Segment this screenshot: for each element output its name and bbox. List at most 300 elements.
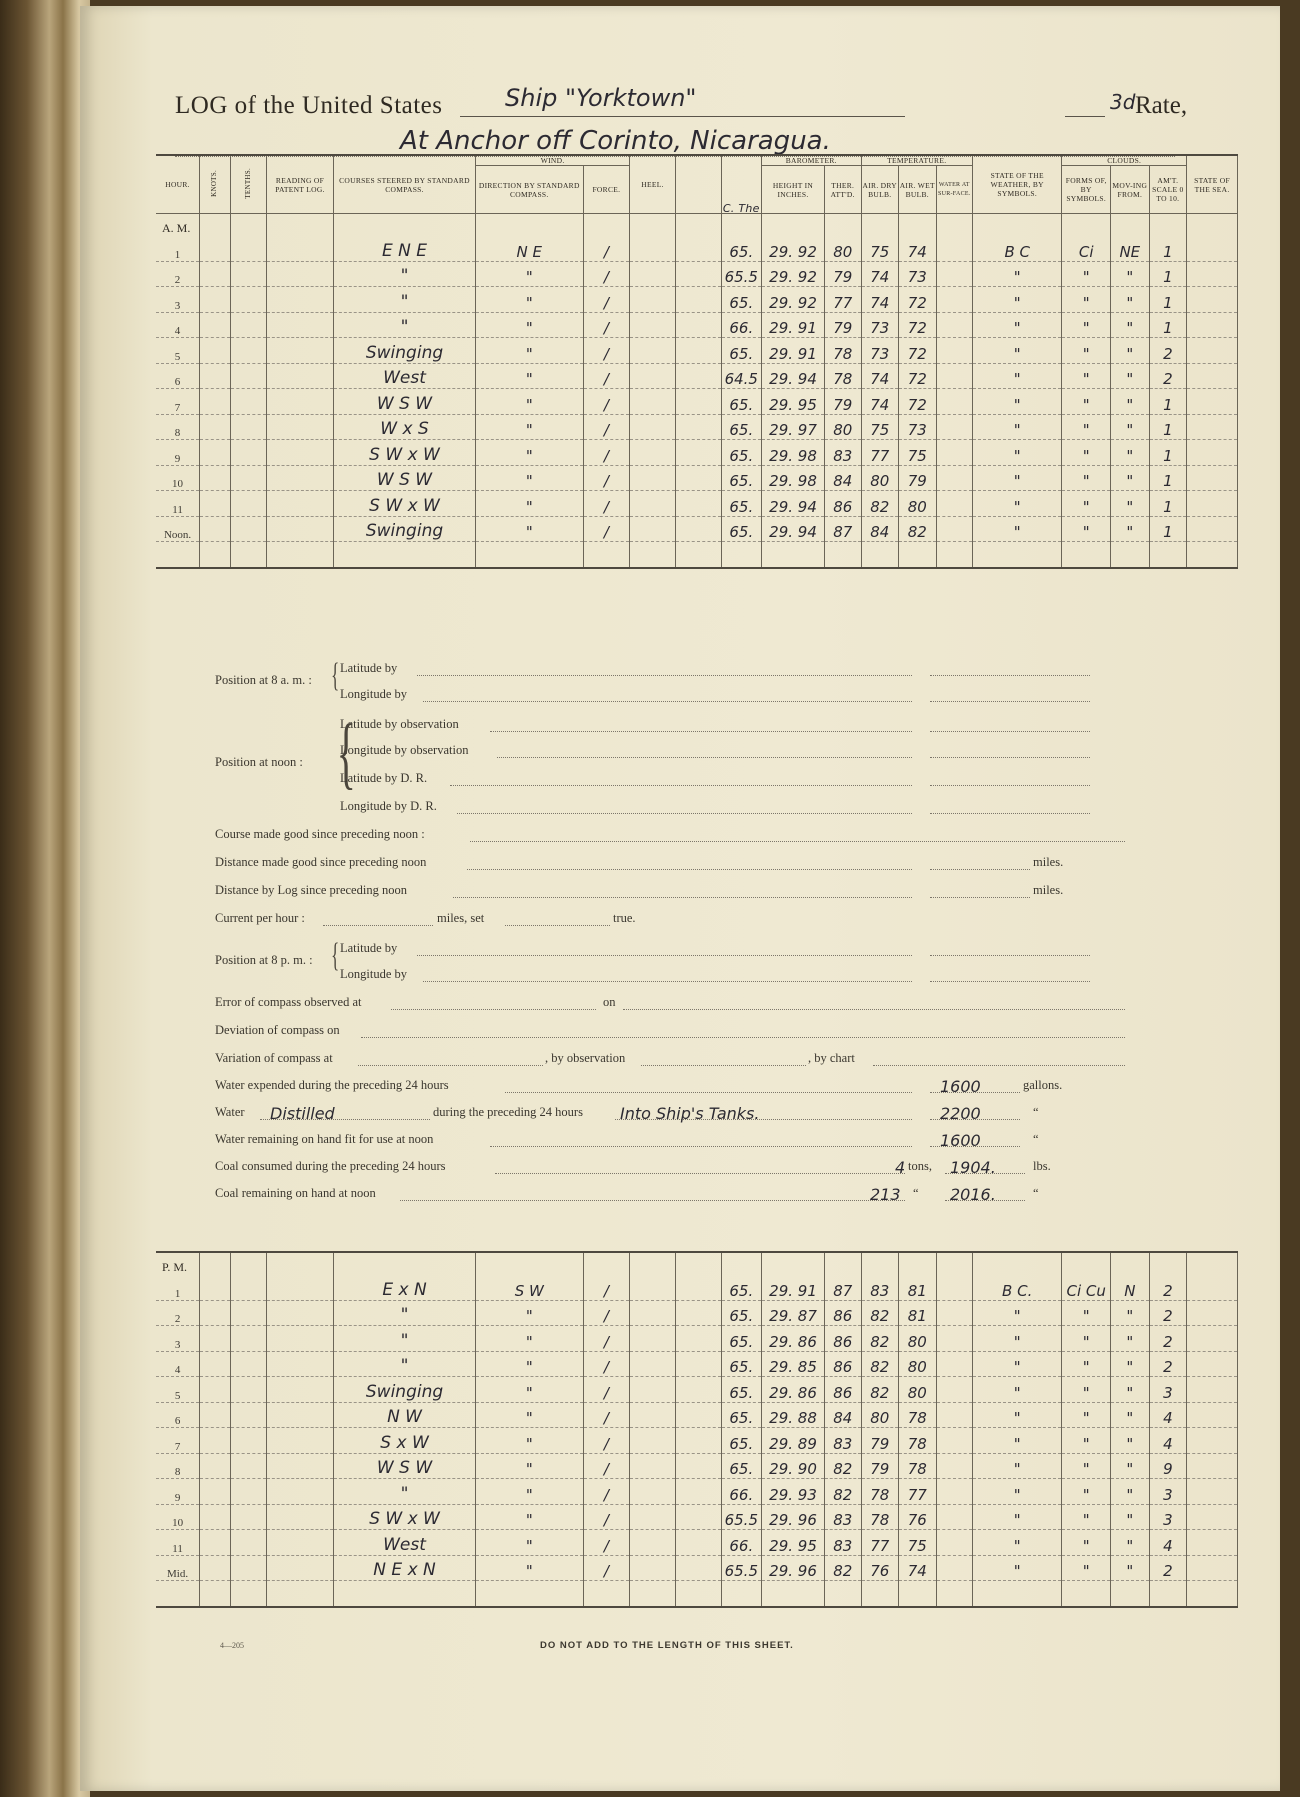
cell-c: 65. bbox=[721, 338, 762, 364]
cell-height: 29. 94 bbox=[762, 491, 825, 517]
cell-hour: 8 bbox=[156, 414, 200, 440]
cell-height: 29. 94 bbox=[762, 516, 825, 542]
pos-noon-lat-dr: Latitude by D. R. bbox=[340, 771, 428, 785]
col-temperature: TEMPERATURE. bbox=[861, 155, 973, 166]
log-title-line bbox=[175, 84, 1188, 124]
col-air-dry: AIR. DRY BULB. bbox=[861, 166, 899, 214]
col-patent-log: READING OF PATENT LOG. bbox=[267, 155, 334, 214]
cell-dir: " bbox=[476, 1504, 584, 1530]
cell-moving: " bbox=[1111, 1479, 1150, 1505]
form-code: 4—205 bbox=[220, 1641, 244, 1650]
cell-force: / bbox=[583, 1504, 630, 1530]
water-into: Into Ship's Tanks. bbox=[620, 1104, 760, 1123]
cell-height: 29. 93 bbox=[762, 1479, 825, 1505]
cell-ther: 78 bbox=[824, 363, 861, 389]
cell-course: W S W bbox=[334, 465, 476, 491]
cell-amt: 2 bbox=[1149, 1300, 1187, 1326]
cell-c: 65. bbox=[721, 440, 762, 466]
pm-log-table bbox=[156, 1251, 1238, 1608]
cell-wet: 75 bbox=[899, 440, 937, 466]
water-remaining-label: Water remaining on hand fit for use at noon bbox=[215, 1132, 434, 1146]
variation-compass: Variation of compass at bbox=[215, 1051, 333, 1065]
cell-moving: " bbox=[1111, 261, 1150, 287]
ditto-4: “ bbox=[1033, 1186, 1039, 1200]
cell-dry: 82 bbox=[861, 1351, 899, 1377]
cell-dry: 82 bbox=[861, 491, 899, 517]
ditto-2: “ bbox=[1033, 1132, 1039, 1146]
on-label: on bbox=[603, 995, 616, 1009]
cell-weather: " bbox=[973, 1428, 1062, 1454]
by-observation: , by observation bbox=[545, 1051, 626, 1065]
pos-noon-lat-obs: Latitude by observation bbox=[340, 717, 459, 731]
cell-ther: 77 bbox=[824, 287, 861, 313]
cell-height: 29. 86 bbox=[762, 1326, 825, 1352]
cell-moving: " bbox=[1111, 1300, 1150, 1326]
col-tenths: TENTHS. bbox=[230, 155, 267, 214]
cell-height: 29. 95 bbox=[762, 1530, 825, 1556]
log-row bbox=[156, 1479, 1238, 1505]
cell-forms: " bbox=[1062, 440, 1111, 466]
cell-dir: " bbox=[476, 338, 584, 364]
cell-ther: 82 bbox=[824, 1453, 861, 1479]
cell-moving: " bbox=[1111, 465, 1150, 491]
cell-c: 65. bbox=[721, 1300, 762, 1326]
cell-force: / bbox=[583, 338, 630, 364]
cell-course: W S W bbox=[334, 1453, 476, 1479]
log-row bbox=[156, 1453, 1238, 1479]
pos-8am-lat: Latitude by bbox=[340, 661, 398, 675]
pos-8pm-label: Position at 8 p. m. : bbox=[215, 953, 313, 967]
cell-height: 29. 85 bbox=[762, 1351, 825, 1377]
miles-label-1: miles. bbox=[1033, 855, 1064, 869]
col-moving: MOV-ING FROM. bbox=[1111, 166, 1150, 214]
log-row bbox=[156, 236, 1238, 261]
cell-dir: " bbox=[476, 287, 584, 313]
cell-weather: " bbox=[973, 516, 1062, 542]
cell-weather: " bbox=[973, 389, 1062, 415]
cell-height: 29. 91 bbox=[762, 1275, 825, 1300]
cell-dry: 75 bbox=[861, 236, 899, 261]
ship-rate: 3d bbox=[1110, 90, 1136, 114]
gallons-label: gallons. bbox=[1023, 1078, 1063, 1092]
cell-ther: 86 bbox=[824, 1326, 861, 1352]
cell-c: 64.5 bbox=[721, 363, 762, 389]
cell-hour: 6 bbox=[156, 1402, 200, 1428]
cell-ther: 87 bbox=[824, 1275, 861, 1300]
cell-course: Swinging bbox=[334, 338, 476, 364]
cell-moving: " bbox=[1111, 1555, 1150, 1581]
coal-remaining-lbs: 2016. bbox=[950, 1185, 996, 1204]
distance-by-log: Distance by Log since preceding noon bbox=[215, 883, 407, 897]
cell-moving: " bbox=[1111, 440, 1150, 466]
cell-hour: 11 bbox=[156, 491, 200, 517]
cell-weather: " bbox=[973, 1402, 1062, 1428]
cell-dir: " bbox=[476, 1377, 584, 1403]
cell-hour: 9 bbox=[156, 440, 200, 466]
cell-dry: 78 bbox=[861, 1504, 899, 1530]
cell-amt: 1 bbox=[1149, 236, 1187, 261]
cell-force: / bbox=[583, 516, 630, 542]
cell-amt: 2 bbox=[1149, 1275, 1187, 1300]
log-page: LOG of the United States Ship "Yorktown" 3d Rate, At Anchor off Corinto, Nicaragua. HOUR. KNOTS. TENTHS. READING OF PATENT LOG. COURSES STEERED BY STANDARD COMPASS. WIND. HEEL. C. The BAROMETER. TEMPERATURE. STATE OF THE WEATHER, BY SYMBOLS. CLOUDS. STATE OF THE SEA. DIRECTION BY STANDARD COMPASS. FORCE. HEIGHT IN INCHES. THER. ATT'D. AIR. DRY BULB. AIR. WET BULB. WATER AT SUR-FACE. FORMS OF, BY SYMBOLS. MOV-ING FROM. AM'T. SCALE 0 TO 10. A. M. 1 E N E N E / 65. 29. 92 80 75 74 B C Ci NE 1 2 " " / 65.5 29. 92 79 74 73 " " " 1 3 " " / 65. 29. 92 77 74 72 " " " 1 4 " " / 66. 29. 91 79 73 72 " " " 1 5 Swinging " / 65. 29. 91 78 73 72 " " " 2 6 West " / 64.5 29. 94 78 74 72 " " " 2 7 W S W " / 65. 29. 95 79 74 72 " " " 1 8 W x S " / 65. 29. 97 80 75 73 " " " 1 9 S W x W " / 65. 29. 98 83 77 75 " " " 1 10 W S W " / 65. 29. 98 84 80 79 " " " 1 11 S W x W " / 65. 29. 94 86 82 80 " " " 1 Noon. Swinging " / 65. 29. 94 87 84 82 " " " 1 Position at 8 a. m. : { Latitude by Longitude by Latitude by observation Position at noon : { Longitude by observation Latitude by D. R. Longitude by D. R. Course made good since preceding noon : Distance made good since preceding noon miles. Distance by Log since preceding noon miles. Current per hour : miles, set true. { Latitude by Position at 8 p. m. : Longitude by Error of compass observed at on Deviation of compass on Variation of compass at , by observation , by chart Water expended during the preceding 24 hours 1600 gallons. Water Distilled during the preceding 24 hours Into Ship's Tanks. 2200 “ Water remaining on hand fit for use at noon 1600 “ Coal consumed during the preceding 24 hours 4 tons, 1904. lbs. Coal remaining on hand at noon 213 “ 2016. “ P. M. 1 E x N S W / 65. 29. 91 87 83 81 B C. Ci Cu N 2 2 " " / 65. 29. 87 86 82 81 " " " 2 3 " " / 65. 29. 86 86 82 80 " " " 2 4 " " / 65. 29. 85 86 82 80 " " " 2 5 Swinging " / 65. 29. 86 86 82 80 " " " 3 6 N W " / 65. 29. 88 84 80 78 " " " 4 7 S x W " / 65. 29. 89 83 79 78 " " " 4 8 W S W " / 65. 29. 90 82 79 78 " " " 9 9 " " / 66. 29. 93 82 78 77 " " " 3 10 S W x W " / 65.5 29. 96 83 78 76 " " " 3 11 West " / 66. 29. 95 83 77 75 " " " 4 Mid. N E x N " / 65.5 29. 96 82 76 74 " " " 2 4—205 DO NOT ADD TO THE LENGTH OF THIS SHEET. bbox=[80, 6, 1280, 1791]
log-row bbox=[156, 1377, 1238, 1403]
course-made-good: Course made good since preceding noon : bbox=[215, 827, 425, 841]
cell-forms: " bbox=[1062, 261, 1111, 287]
cell-forms: " bbox=[1062, 338, 1111, 364]
cell-course: W S W bbox=[334, 389, 476, 415]
log-row bbox=[156, 440, 1238, 466]
cell-c: 66. bbox=[721, 312, 762, 338]
col-courses: COURSES STEERED BY STANDARD COMPASS. bbox=[334, 155, 476, 214]
log-row bbox=[156, 363, 1238, 389]
cell-ther: 84 bbox=[824, 465, 861, 491]
cell-hour: 10 bbox=[156, 1504, 200, 1530]
log-row bbox=[156, 261, 1238, 287]
cell-dry: 82 bbox=[861, 1326, 899, 1352]
cell-forms: " bbox=[1062, 312, 1111, 338]
cell-force: / bbox=[583, 440, 630, 466]
cell-height: 29. 96 bbox=[762, 1555, 825, 1581]
cell-course: E N E bbox=[334, 236, 476, 261]
cell-moving: NE bbox=[1111, 236, 1150, 261]
cell-weather: " bbox=[973, 338, 1062, 364]
cell-dry: 82 bbox=[861, 1377, 899, 1403]
cell-hour: Mid. bbox=[156, 1555, 200, 1581]
cell-weather: " bbox=[973, 1300, 1062, 1326]
log-row bbox=[156, 1326, 1238, 1352]
cell-wet: 74 bbox=[899, 236, 937, 261]
cell-force: / bbox=[583, 287, 630, 313]
cell-wet: 72 bbox=[899, 312, 937, 338]
cell-hour: Noon. bbox=[156, 516, 200, 542]
cell-moving: N bbox=[1111, 1275, 1150, 1300]
cell-height: 29. 94 bbox=[762, 363, 825, 389]
col-wind-force: FORCE. bbox=[583, 166, 630, 214]
cell-dir: " bbox=[476, 465, 584, 491]
cell-weather: " bbox=[973, 491, 1062, 517]
cell-wet: 72 bbox=[899, 389, 937, 415]
cell-forms: " bbox=[1062, 516, 1111, 542]
cell-height: 29. 97 bbox=[762, 414, 825, 440]
cell-height: 29. 98 bbox=[762, 440, 825, 466]
cell-course: West bbox=[334, 1530, 476, 1556]
water-during: during the preceding 24 hours bbox=[433, 1105, 583, 1119]
pm-label: P. M. bbox=[156, 1252, 200, 1275]
cell-moving: " bbox=[1111, 287, 1150, 313]
cell-moving: " bbox=[1111, 1453, 1150, 1479]
cell-forms: " bbox=[1062, 1504, 1111, 1530]
error-compass: Error of compass observed at bbox=[215, 995, 362, 1009]
water-expended-label: Water expended during the preceding 24 hours bbox=[215, 1078, 449, 1092]
cell-wet: 72 bbox=[899, 363, 937, 389]
cell-dry: 80 bbox=[861, 465, 899, 491]
cell-amt: 1 bbox=[1149, 389, 1187, 415]
log-row bbox=[156, 1300, 1238, 1326]
cell-dry: 74 bbox=[861, 389, 899, 415]
cell-force: / bbox=[583, 414, 630, 440]
cell-amt: 1 bbox=[1149, 516, 1187, 542]
cell-hour: 2 bbox=[156, 261, 200, 287]
cell-forms: " bbox=[1062, 1453, 1111, 1479]
log-row bbox=[156, 338, 1238, 364]
cell-moving: " bbox=[1111, 1351, 1150, 1377]
cell-force: / bbox=[583, 389, 630, 415]
col-amount: AM'T. SCALE 0 TO 10. bbox=[1149, 166, 1187, 214]
cell-dry: 84 bbox=[861, 516, 899, 542]
log-row bbox=[156, 465, 1238, 491]
cell-weather: " bbox=[973, 363, 1062, 389]
cell-weather: " bbox=[973, 465, 1062, 491]
log-row bbox=[156, 1428, 1238, 1454]
cell-hour: 1 bbox=[156, 1275, 200, 1300]
cell-amt: 1 bbox=[1149, 465, 1187, 491]
cell-forms: " bbox=[1062, 1326, 1111, 1352]
cell-hour: 3 bbox=[156, 287, 200, 313]
cell-dry: 79 bbox=[861, 1428, 899, 1454]
cell-forms: " bbox=[1062, 1300, 1111, 1326]
cell-c: 65. bbox=[721, 1275, 762, 1300]
cell-dry: 77 bbox=[861, 440, 899, 466]
cell-dry: 77 bbox=[861, 1530, 899, 1556]
cell-height: 29. 98 bbox=[762, 465, 825, 491]
cell-moving: " bbox=[1111, 1530, 1150, 1556]
col-hour: HOUR. bbox=[156, 155, 200, 214]
ship-name: Ship "Yorktown" bbox=[505, 84, 697, 112]
cell-weather: " bbox=[973, 1504, 1062, 1530]
cell-amt: 2 bbox=[1149, 1326, 1187, 1352]
cell-dry: 80 bbox=[861, 1402, 899, 1428]
coal-consumed-lbs: 1904. bbox=[950, 1158, 996, 1177]
current-per-hour: Current per hour : bbox=[215, 911, 305, 925]
cell-dry: 74 bbox=[861, 363, 899, 389]
cell-wet: 81 bbox=[899, 1300, 937, 1326]
cell-dir: " bbox=[476, 312, 584, 338]
cell-wet: 72 bbox=[899, 287, 937, 313]
cell-hour: 7 bbox=[156, 1428, 200, 1454]
cell-forms: " bbox=[1062, 1428, 1111, 1454]
cell-dry: 78 bbox=[861, 1479, 899, 1505]
pos-noon-lon-obs: Longitude by observation bbox=[340, 743, 469, 757]
cell-c: 65.5 bbox=[721, 1555, 762, 1581]
cell-course: " bbox=[334, 1300, 476, 1326]
cell-amt: 3 bbox=[1149, 1479, 1187, 1505]
coal-consumed-tons: 4 bbox=[895, 1158, 906, 1177]
cell-dir: " bbox=[476, 440, 584, 466]
cell-height: 29. 92 bbox=[762, 236, 825, 261]
cell-wet: 73 bbox=[899, 261, 937, 287]
cell-forms: " bbox=[1062, 1351, 1111, 1377]
cell-dir: N E bbox=[476, 236, 584, 261]
cell-dir: S W bbox=[476, 1275, 584, 1300]
cell-moving: " bbox=[1111, 414, 1150, 440]
cell-amt: 1 bbox=[1149, 261, 1187, 287]
cell-c: 65.5 bbox=[721, 1504, 762, 1530]
cell-weather: B C. bbox=[973, 1275, 1062, 1300]
footer-notice: DO NOT ADD TO THE LENGTH OF THIS SHEET. bbox=[540, 1640, 794, 1651]
water-remaining-value: 1600 bbox=[940, 1131, 981, 1150]
cell-hour: 4 bbox=[156, 312, 200, 338]
coal-consumed-label: Coal consumed during the preceding 24 hours bbox=[215, 1159, 446, 1173]
cell-ther: 86 bbox=[824, 1377, 861, 1403]
cell-forms: " bbox=[1062, 1530, 1111, 1556]
cell-wet: 75 bbox=[899, 1530, 937, 1556]
cell-course: W x S bbox=[334, 414, 476, 440]
log-row bbox=[156, 287, 1238, 313]
cell-amt: 1 bbox=[1149, 440, 1187, 466]
cell-amt: 2 bbox=[1149, 363, 1187, 389]
cell-wet: 80 bbox=[899, 1326, 937, 1352]
cell-ther: 83 bbox=[824, 440, 861, 466]
ditto-1: “ bbox=[1033, 1105, 1039, 1119]
cell-force: / bbox=[583, 1300, 630, 1326]
col-clouds: CLOUDS. bbox=[1062, 155, 1187, 166]
cell-ther: 86 bbox=[824, 1300, 861, 1326]
cell-course: Swinging bbox=[334, 516, 476, 542]
cell-ther: 83 bbox=[824, 1530, 861, 1556]
cell-wet: 78 bbox=[899, 1428, 937, 1454]
log-row bbox=[156, 1351, 1238, 1377]
cell-dir: " bbox=[476, 1402, 584, 1428]
cell-force: / bbox=[583, 1428, 630, 1454]
log-row bbox=[156, 312, 1238, 338]
cell-c: 65. bbox=[721, 1326, 762, 1352]
cell-ther: 79 bbox=[824, 312, 861, 338]
cell-height: 29. 91 bbox=[762, 312, 825, 338]
cell-dry: 74 bbox=[861, 261, 899, 287]
cell-course: West bbox=[334, 363, 476, 389]
col-wind: WIND. bbox=[476, 155, 630, 166]
cell-dry: 73 bbox=[861, 312, 899, 338]
cell-course: " bbox=[334, 1326, 476, 1352]
col-height: HEIGHT IN INCHES. bbox=[762, 166, 825, 214]
cell-ther: 80 bbox=[824, 236, 861, 261]
cell-dir: " bbox=[476, 491, 584, 517]
miles-set: miles, set bbox=[437, 911, 485, 925]
cell-c: 65. bbox=[721, 1428, 762, 1454]
true-label: true. bbox=[613, 911, 636, 925]
cell-forms: " bbox=[1062, 491, 1111, 517]
cell-wet: 74 bbox=[899, 1555, 937, 1581]
cell-c: 65. bbox=[721, 287, 762, 313]
cell-height: 29. 89 bbox=[762, 1428, 825, 1454]
log-row bbox=[156, 1402, 1238, 1428]
cell-dir: " bbox=[476, 389, 584, 415]
cell-c: 65.5 bbox=[721, 261, 762, 287]
col-forms: FORMS OF, BY SYMBOLS. bbox=[1062, 166, 1111, 214]
cell-amt: 1 bbox=[1149, 491, 1187, 517]
cell-force: / bbox=[583, 312, 630, 338]
col-ther: THER. ATT'D. bbox=[824, 166, 861, 214]
cell-force: / bbox=[583, 1326, 630, 1352]
col-sea: STATE OF THE SEA. bbox=[1187, 155, 1238, 214]
cell-dry: 83 bbox=[861, 1275, 899, 1300]
cell-ther: 79 bbox=[824, 261, 861, 287]
cell-wet: 78 bbox=[899, 1453, 937, 1479]
cell-dir: " bbox=[476, 1453, 584, 1479]
cell-forms: " bbox=[1062, 1479, 1111, 1505]
log-row bbox=[156, 516, 1238, 542]
log-row bbox=[156, 491, 1238, 517]
cell-course: S W x W bbox=[334, 1504, 476, 1530]
pos-8pm-lon: Longitude by bbox=[340, 967, 408, 981]
water-distilled-value: 2200 bbox=[940, 1104, 981, 1123]
cell-wet: 80 bbox=[899, 1377, 937, 1403]
cell-hour: 1 bbox=[156, 236, 200, 261]
cell-force: / bbox=[583, 1555, 630, 1581]
cell-course: " bbox=[334, 287, 476, 313]
cell-force: / bbox=[583, 1377, 630, 1403]
cell-force: / bbox=[583, 1479, 630, 1505]
cell-wet: 82 bbox=[899, 516, 937, 542]
cell-course: N W bbox=[334, 1402, 476, 1428]
cell-height: 29. 87 bbox=[762, 1300, 825, 1326]
water-kind: Distilled bbox=[270, 1104, 335, 1123]
cell-forms: " bbox=[1062, 389, 1111, 415]
cell-course: " bbox=[334, 312, 476, 338]
pos-noon-lon-dr: Longitude by D. R. bbox=[340, 799, 437, 813]
cell-forms: Ci Cu bbox=[1062, 1275, 1111, 1300]
water-expended-value: 1600 bbox=[940, 1077, 981, 1096]
cell-c: 65. bbox=[721, 1453, 762, 1479]
by-chart: , by chart bbox=[808, 1051, 855, 1065]
cell-amt: 1 bbox=[1149, 414, 1187, 440]
cell-dry: 74 bbox=[861, 287, 899, 313]
cell-dir: " bbox=[476, 1428, 584, 1454]
cell-ther: 87 bbox=[824, 516, 861, 542]
cell-hour: 9 bbox=[156, 1479, 200, 1505]
cell-hour: 6 bbox=[156, 363, 200, 389]
pos-noon-label: Position at noon : bbox=[215, 755, 303, 769]
pos-8am-label: Position at 8 a. m. : bbox=[215, 673, 312, 687]
am-log-table bbox=[156, 154, 1238, 569]
cell-course: Swinging bbox=[334, 1377, 476, 1403]
cell-course: S W x W bbox=[334, 440, 476, 466]
cell-wet: 78 bbox=[899, 1402, 937, 1428]
cell-height: 29. 88 bbox=[762, 1402, 825, 1428]
cell-course: " bbox=[334, 261, 476, 287]
cell-ther: 79 bbox=[824, 389, 861, 415]
cell-c: 65. bbox=[721, 414, 762, 440]
cell-hour: 7 bbox=[156, 389, 200, 415]
log-row bbox=[156, 1504, 1238, 1530]
cell-moving: " bbox=[1111, 338, 1150, 364]
cell-course: N E x N bbox=[334, 1555, 476, 1581]
cell-ther: 82 bbox=[824, 1555, 861, 1581]
cell-ther: 82 bbox=[824, 1479, 861, 1505]
cell-dry: 75 bbox=[861, 414, 899, 440]
col-knots: KNOTS. bbox=[200, 155, 230, 214]
cell-amt: 4 bbox=[1149, 1428, 1187, 1454]
cell-force: / bbox=[583, 1530, 630, 1556]
cell-c: 65. bbox=[721, 516, 762, 542]
cell-ther: 86 bbox=[824, 1351, 861, 1377]
cell-ther: 83 bbox=[824, 1428, 861, 1454]
cell-c: 65. bbox=[721, 1351, 762, 1377]
cell-c: 66. bbox=[721, 1479, 762, 1505]
cell-height: 29. 91 bbox=[762, 338, 825, 364]
cell-c: 65. bbox=[721, 236, 762, 261]
cell-weather: " bbox=[973, 1351, 1062, 1377]
book-spine-edge bbox=[0, 0, 90, 1797]
cell-hour: 10 bbox=[156, 465, 200, 491]
cell-weather: " bbox=[973, 1479, 1062, 1505]
cell-dry: 76 bbox=[861, 1555, 899, 1581]
cell-ther: 83 bbox=[824, 1504, 861, 1530]
cell-force: / bbox=[583, 465, 630, 491]
cell-force: / bbox=[583, 1402, 630, 1428]
cell-ther: 80 bbox=[824, 414, 861, 440]
tons-label-1: tons, bbox=[908, 1159, 932, 1173]
